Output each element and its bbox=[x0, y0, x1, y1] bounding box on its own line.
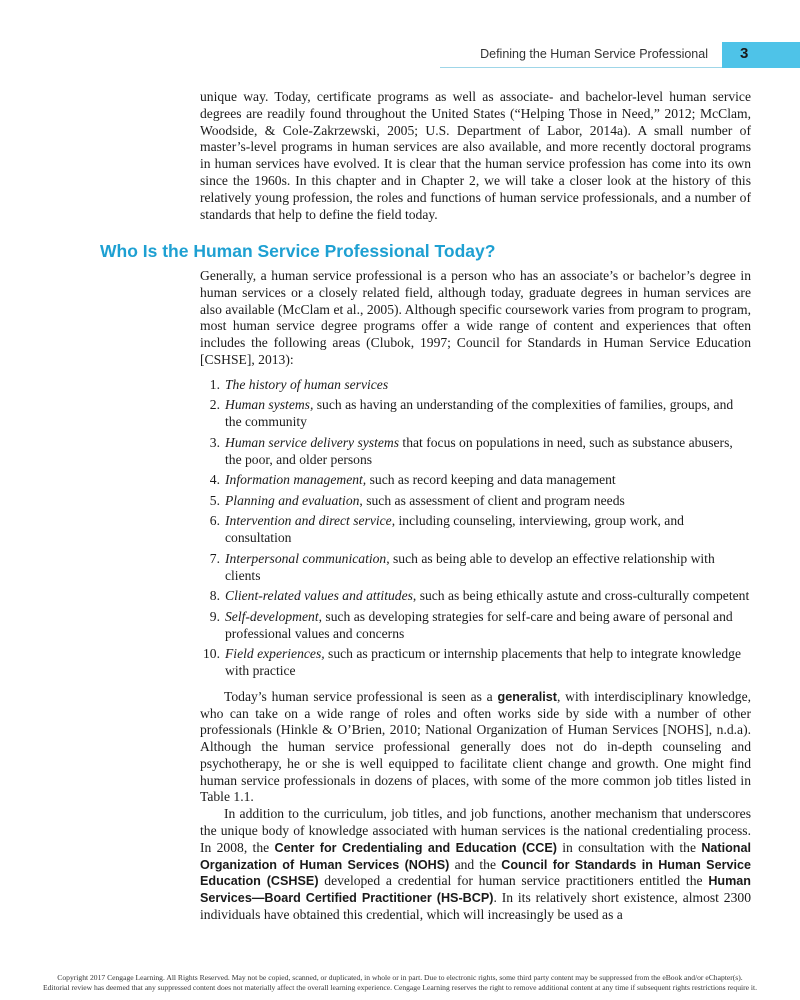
list-item: 6. Intervention and direct service, including counseling, interviewing, group work, and consultation bbox=[209, 513, 684, 546]
cce-term: Center for Credentialing and Education (CCE) bbox=[274, 840, 557, 855]
page-header bbox=[0, 42, 800, 68]
list-item: 10. Field experiences, such as practicum or internship placements that help to integrate knowledge with practice bbox=[203, 646, 742, 678]
copyright-footer bbox=[0, 973, 800, 992]
cshse-term: Council for Standards in Human Service Education (CSHSE) bbox=[200, 857, 751, 889]
hsbcp-term: Human Services—Board Certified Practitioner (HS-BCP) bbox=[200, 874, 751, 906]
list-item: 2. Human systems, such as having an understanding of the complexities of families, groups, and the community bbox=[209, 397, 734, 430]
section-body bbox=[200, 268, 751, 924]
intro-paragraph: unique way. Today, certificate programs as well as associate- and bachelor-level human service degrees are readily found throughout the United States (“Helping Those in Need,” 2012; McClam, Woodside, & Cole-Zakrzewski, 2005; U.S. Department of Labor, 2014a). A small number of master’s-level programs in human services are also available, and more recently doctoral programs in human services have evolved. It is clear that the human service profession has come into its own since the 1960s. In this chapter and in Chapter 2, we will take a closer look at the history of this relatively young profession, the roles and functions of human service professionals, and a number of standards that help to define the field today. bbox=[200, 89, 751, 222]
copyright-line-1: Copyright 2017 Cengage Learning. All Rights Reserved. May not be copied, scanned, or duplicated, in whole or in part. Due to electronic rights, some third party content may be suppressed from the eBook and/or eChapter(s). bbox=[57, 973, 743, 982]
section-heading: Who Is the Human Service Professional Today? bbox=[100, 241, 496, 261]
closing-paragraphs bbox=[200, 689, 751, 924]
content-areas-list bbox=[200, 377, 751, 680]
list-item: 9. Self-development, such as developing strategies for self-care and being aware of personal and professional values and concerns bbox=[209, 608, 733, 641]
lead-paragraph: Generally, a human service professional is a person who has an associate’s or bachelor’s degree in human services or a closely related field, although today, graduate degrees in human services are also available (McClam et al., 2005). Although specific coursework varies from program to program, most human service degree programs offer a wide range of content and experiences that often includes the following areas (Clubok, 1997; Council for Standards in Human Service Education [CSHSE], 2013): bbox=[200, 268, 751, 367]
nohs-term: National Organization of Human Services (NOHS) bbox=[200, 840, 751, 872]
credential-paragraph: In addition to the curriculum, job titles, and job functions, another mechanism that underscores the unique body of knowledge associated with human services is the national credentialing process. In 2008, the Center for Credentialing and Education (CCE) in consultation with the National Organization of Human Services (NOHS) and the Council for Standards in Human Service Education (CSHSE) developed a credential for human service practitioners entitled the Human Services—Board Certified Practitioner (HS-BCP). In its relatively short existence, almost 2300 individuals have obtained this credential, which will increasingly be used as a bbox=[200, 806, 751, 923]
list-item: 4. Information management, such as record keeping and data management bbox=[209, 472, 616, 488]
list-item: 5. Planning and evaluation, such as assessment of client and program needs bbox=[209, 492, 625, 508]
intro-block bbox=[200, 89, 751, 223]
list-item: 3. Human service delivery systems that focus on populations in need, such as substance abusers, the poor, and older persons bbox=[209, 434, 733, 467]
generalist-term: generalist bbox=[497, 689, 557, 704]
page-number: 3 bbox=[740, 45, 749, 62]
page-number-tab bbox=[722, 42, 800, 68]
list-item: 8. Client-related values and attitudes, such as being ethically astute and cross-culturally competent bbox=[209, 588, 750, 604]
copyright-line-2: Editorial review has deemed that any suppressed content does not materially affect the overall learning experience. Cengage Learning reserves the right to remove additional content at any time if subsequent rights restrictions require it. bbox=[42, 982, 758, 992]
list-item: 7. Interpersonal communication, such as being able to develop an effective relationship with clients bbox=[209, 550, 715, 583]
generalist-paragraph: Today’s human service professional is seen as a generalist, with interdisciplinary knowledge, who can take on a wide range of roles and often works side by side with a number of other professionals (Hinkle & O’Brien, 2010; National Organization of Human Services [NOHS], n.d.a). Although the human service professional generally does not do in-depth counseling and psychotherapy, he or she is well equipped to facilitate client change and growth. One might find human service professionals in dozens of places, with some of the more common job titles listed in Table 1.1. bbox=[200, 688, 751, 805]
list-item: 1. The history of human services bbox=[209, 376, 389, 392]
running-head: Defining the Human Service Professional bbox=[480, 47, 708, 61]
